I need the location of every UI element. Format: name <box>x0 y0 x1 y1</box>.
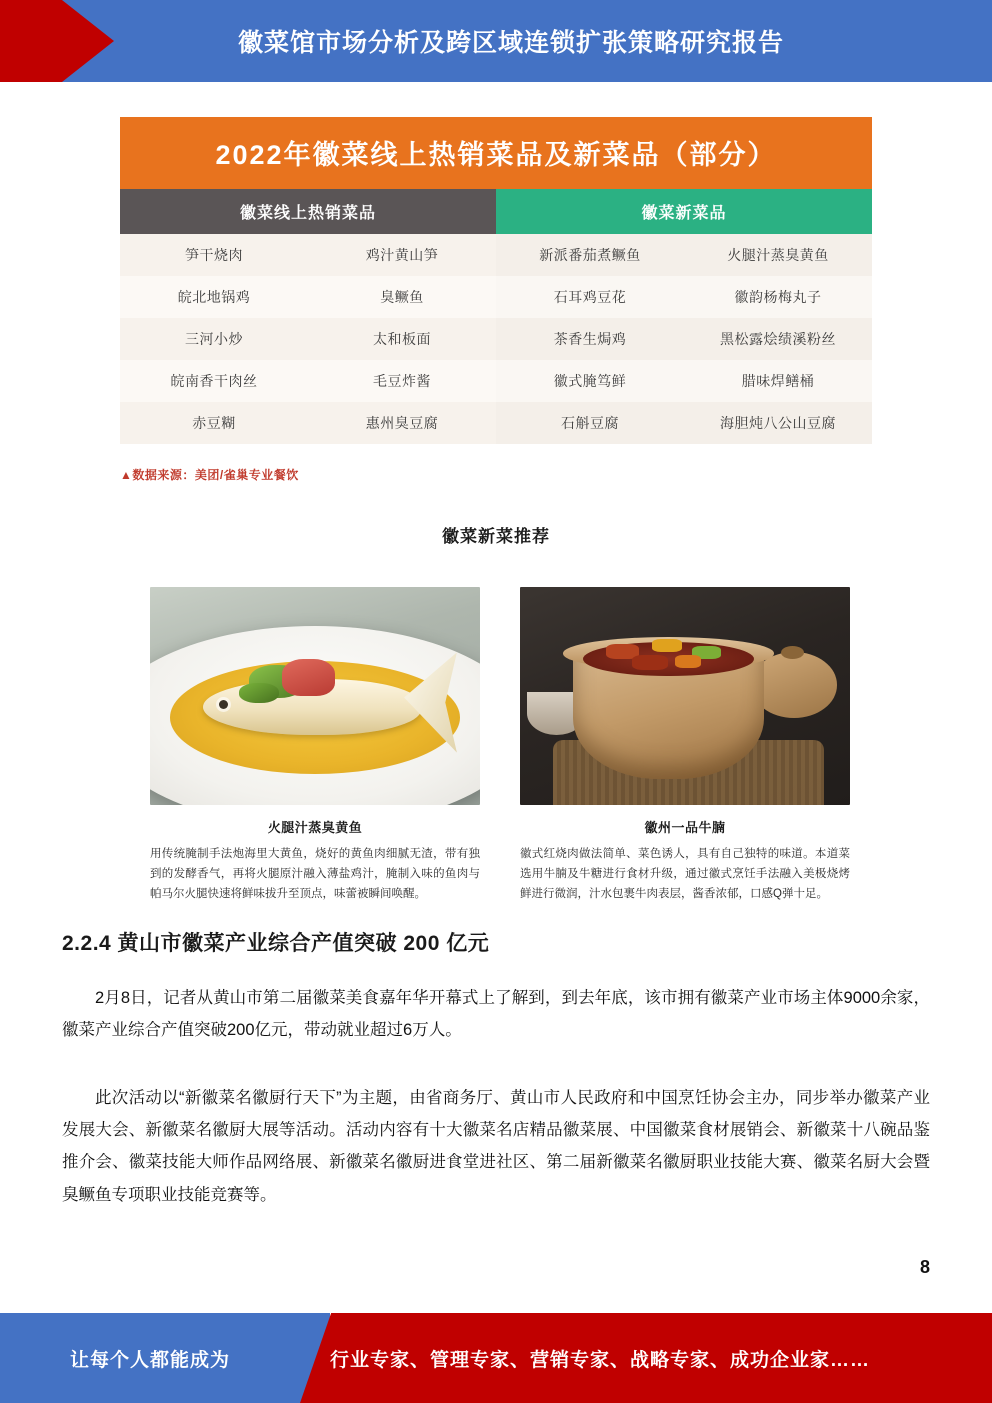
table-column-hot-b <box>308 234 496 444</box>
table-cell: 毛豆炸酱 <box>308 360 496 402</box>
table-cell: 臭鳜鱼 <box>308 276 496 318</box>
table-cell: 笋干烧肉 <box>120 234 308 276</box>
dish-description: 徽式红烧肉做法简单、菜色诱人，具有自己独特的味道。本道菜选用牛腩及牛糖进行食材升级，通过徽式烹饪手法融入美极烧烤鲜进行微润，汁水包裹牛肉表层，酱香浓郁，口感Q弹十足。 <box>520 848 850 900</box>
table-header-hot-dishes: 徽菜线上热销菜品 <box>120 189 496 234</box>
body-paragraph-1: 2月8日，记者从黄山市第二届徽菜美食嘉年华开幕式上了解到，到去年底，该市拥有徽菜产业市场主体9000余家，徽菜产业综合产值突破200亿元，带动就业超过6万人。 <box>62 989 930 1040</box>
herb-garnish-shape <box>239 683 279 703</box>
recommend-section-title: 徽菜新菜推荐 <box>442 527 550 546</box>
pot-lid-knob-shape <box>781 646 804 659</box>
table-cell: 徽韵杨梅丸子 <box>684 276 872 318</box>
footer-slogan-left: 让每个人都能成为 <box>69 1349 230 1371</box>
table-column-new-a <box>496 234 684 444</box>
table-cell: 海胆炖八公山豆腐 <box>684 402 872 444</box>
table-column-new-b <box>684 234 872 444</box>
dish-description: 用传统腌制手法炮海里大黄鱼，烧好的黄鱼肉细腻无渣，带有独到的发酵香气，再将火腿原汁融入薄盐鸡汁，腌制入味的鱼肉与帕马尔火腿快速将鲜味拔升至顶点，味蕾被瞬间唤醒。 <box>150 848 480 900</box>
page-header <box>0 0 992 82</box>
table-title: 2022年徽菜线上热销菜品及新菜品（部分） <box>120 117 872 189</box>
table-cell: 黑松露烩绩溪粉丝 <box>684 318 872 360</box>
table-cell: 皖南香干肉丝 <box>120 360 308 402</box>
page-number: 8 <box>919 1257 930 1277</box>
hot-dishes-table-graphic <box>120 117 872 483</box>
section-heading: 2.2.4 黄山市徽菜产业综合产值突破 200 亿元 <box>62 932 490 955</box>
carrot-chunk-shape <box>675 655 701 668</box>
table-cell: 腊味焊鳝桶 <box>684 360 872 402</box>
beef-chunk-shape <box>632 655 668 670</box>
table-cell: 鸡汁黄山笋 <box>308 234 496 276</box>
table-column-hot-a <box>120 234 308 444</box>
table-cell: 火腿汁蒸臭黄鱼 <box>684 234 872 276</box>
table-cell: 赤豆糊 <box>120 402 308 444</box>
dish-card-beef <box>520 587 850 904</box>
table-cell: 石耳鸡豆花 <box>496 276 684 318</box>
table-cell: 三河小炒 <box>120 318 308 360</box>
dish-name: 徽州一品牛腩 <box>644 820 726 835</box>
braised-beef-brisket-photo <box>520 587 850 805</box>
table-data-source: ▲数据来源：美团/雀巢专业餐饮 <box>120 468 299 482</box>
body-paragraph-2: 此次活动以“新徽菜名徽厨行天下”为主题，由省商务厅、黄山市人民政府和中国烹饪协会主办，同步举办徽菜产业发展大会、新徽菜名徽厨大展等活动。活动内容有十大徽菜名店精品徽菜展、中国徽菜食材展销会、新徽菜十八碗品鉴推介会、徽菜技能大师作品网络展、新徽菜名徽厨进食堂进社区、第二届新徽菜名徽厨职业技能大赛、徽菜名厨大会暨臭鳜鱼专项职业技能竞赛等。 <box>62 1089 930 1204</box>
dish-name: 火腿汁蒸臭黄鱼 <box>267 820 363 835</box>
table-cell: 新派番茄煮鳜鱼 <box>496 234 684 276</box>
dish-card-fish <box>150 587 480 904</box>
carrot-chunk-shape <box>652 639 682 652</box>
table-cell: 太和板面 <box>308 318 496 360</box>
footer-slogan-right: 行业专家、管理专家、营销专家、战略专家、成功企业家…… <box>330 1349 871 1371</box>
table-cell: 皖北地锅鸡 <box>120 276 308 318</box>
table-cell: 茶香生焗鸡 <box>496 318 684 360</box>
page-footer <box>0 1313 992 1403</box>
table-cell: 徽式腌笃鲜 <box>496 360 684 402</box>
table-header-row <box>120 189 872 234</box>
dish-list <box>150 587 850 904</box>
steamed-yellow-croaker-photo <box>150 587 480 805</box>
ham-slice-shape <box>282 659 335 696</box>
table-body <box>120 234 872 444</box>
table-cell: 石斛豆腐 <box>496 402 684 444</box>
page-title: 徽菜馆市场分析及跨区域连锁扩张策略研究报告 <box>237 29 784 57</box>
table-header-new-dishes: 徽菜新菜品 <box>496 189 872 234</box>
table-cell: 惠州臭豆腐 <box>308 402 496 444</box>
